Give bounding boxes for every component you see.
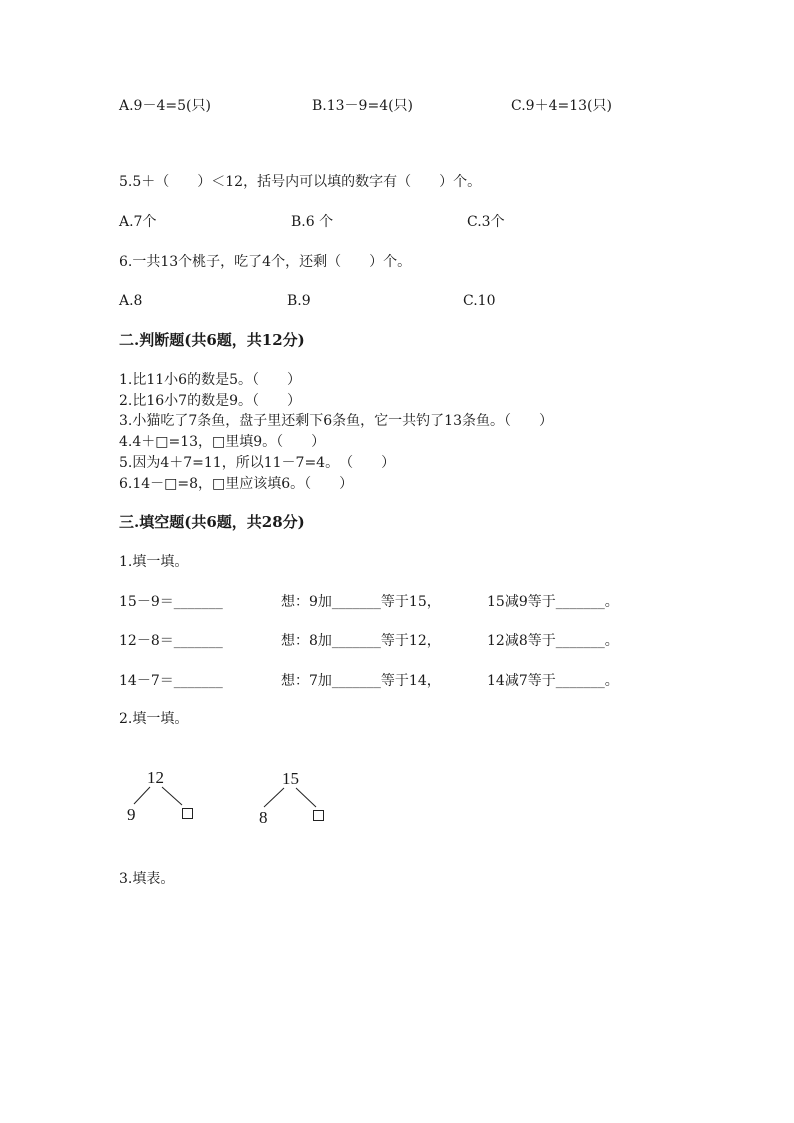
q5-option-b[interactable]: B.6 个 <box>291 214 334 230</box>
q4-option-b[interactable]: B.13－9=4(只) <box>312 98 414 114</box>
fill-q3-label: 3.填表。 <box>119 871 175 887</box>
tree2-left-branch <box>264 788 284 807</box>
fill-row-3-mid[interactable]: 想：7加_______等于14， <box>281 673 441 689</box>
fill-row-3-right[interactable]: 14减7等于_______。 <box>487 673 619 689</box>
q6-option-c[interactable]: C.10 <box>463 293 496 309</box>
fill-row-2-left[interactable]: 12－8＝_______ <box>119 633 223 649</box>
fill-row-1-mid[interactable]: 想：9加_______等于15， <box>281 594 441 610</box>
tree1-answer-box[interactable] <box>182 808 193 819</box>
fill-q2-label: 2.填一填。 <box>119 711 189 727</box>
q4-option-c[interactable]: C.9＋4=13(只) <box>511 98 612 114</box>
judge-item-1: 1.比11小6的数是5。（ ） <box>119 372 301 388</box>
tree1-right-branch <box>162 787 182 805</box>
q6-stem: 6.一共13个桃子，吃了4个，还剩（ ）个。 <box>119 254 412 270</box>
q5-stem: 5.5＋（ ）＜12，括号内可以填的数字有（ ）个。 <box>119 174 482 190</box>
q5-option-c[interactable]: C.3个 <box>467 214 505 230</box>
tree1-left-branch <box>134 787 150 804</box>
q6-option-a[interactable]: A.8 <box>119 293 143 309</box>
judge-item-4: 4.4＋□=13，□里填9。（ ） <box>119 434 326 450</box>
tree2-left-number: 8 <box>259 808 268 827</box>
fill-row-3-left[interactable]: 14－7＝_______ <box>119 673 223 689</box>
tree1-left-number: 9 <box>127 805 136 824</box>
fill-q1-label: 1.填一填。 <box>119 554 189 570</box>
judge-item-5: 5.因为4＋7=11，所以11－7=4。 （ ） <box>119 455 396 471</box>
fill-row-2-mid[interactable]: 想：8加_______等于12， <box>281 633 441 649</box>
tree2-answer-box[interactable] <box>313 810 324 821</box>
q5-option-a[interactable]: A.7个 <box>119 214 157 230</box>
judge-item-6: 6.14－□=8，□里应该填6。（ ） <box>119 476 354 492</box>
fill-row-1-left[interactable]: 15－9＝_______ <box>119 594 223 610</box>
tree1-top-number: 12 <box>147 768 164 787</box>
q6-option-b[interactable]: B.9 <box>287 293 311 309</box>
q4-option-a[interactable]: A.9－4=5(只) <box>119 98 211 114</box>
section2-title: 二.判断题(共6题，共12分) <box>119 331 305 349</box>
judge-item-3: 3.小猫吃了7条鱼，盘子里还剩下6条鱼，它一共钓了13条鱼。（ ） <box>119 413 553 429</box>
tree2-top-number: 15 <box>282 769 299 788</box>
fill-row-2-right[interactable]: 12减8等于_______。 <box>487 633 619 649</box>
judge-item-2: 2.比16小7的数是9。（ ） <box>119 393 301 409</box>
section3-title: 三.填空题(共6题，共28分) <box>119 513 305 531</box>
tree2-right-branch <box>296 788 316 807</box>
fill-row-1-right[interactable]: 15减9等于_______。 <box>487 594 619 610</box>
